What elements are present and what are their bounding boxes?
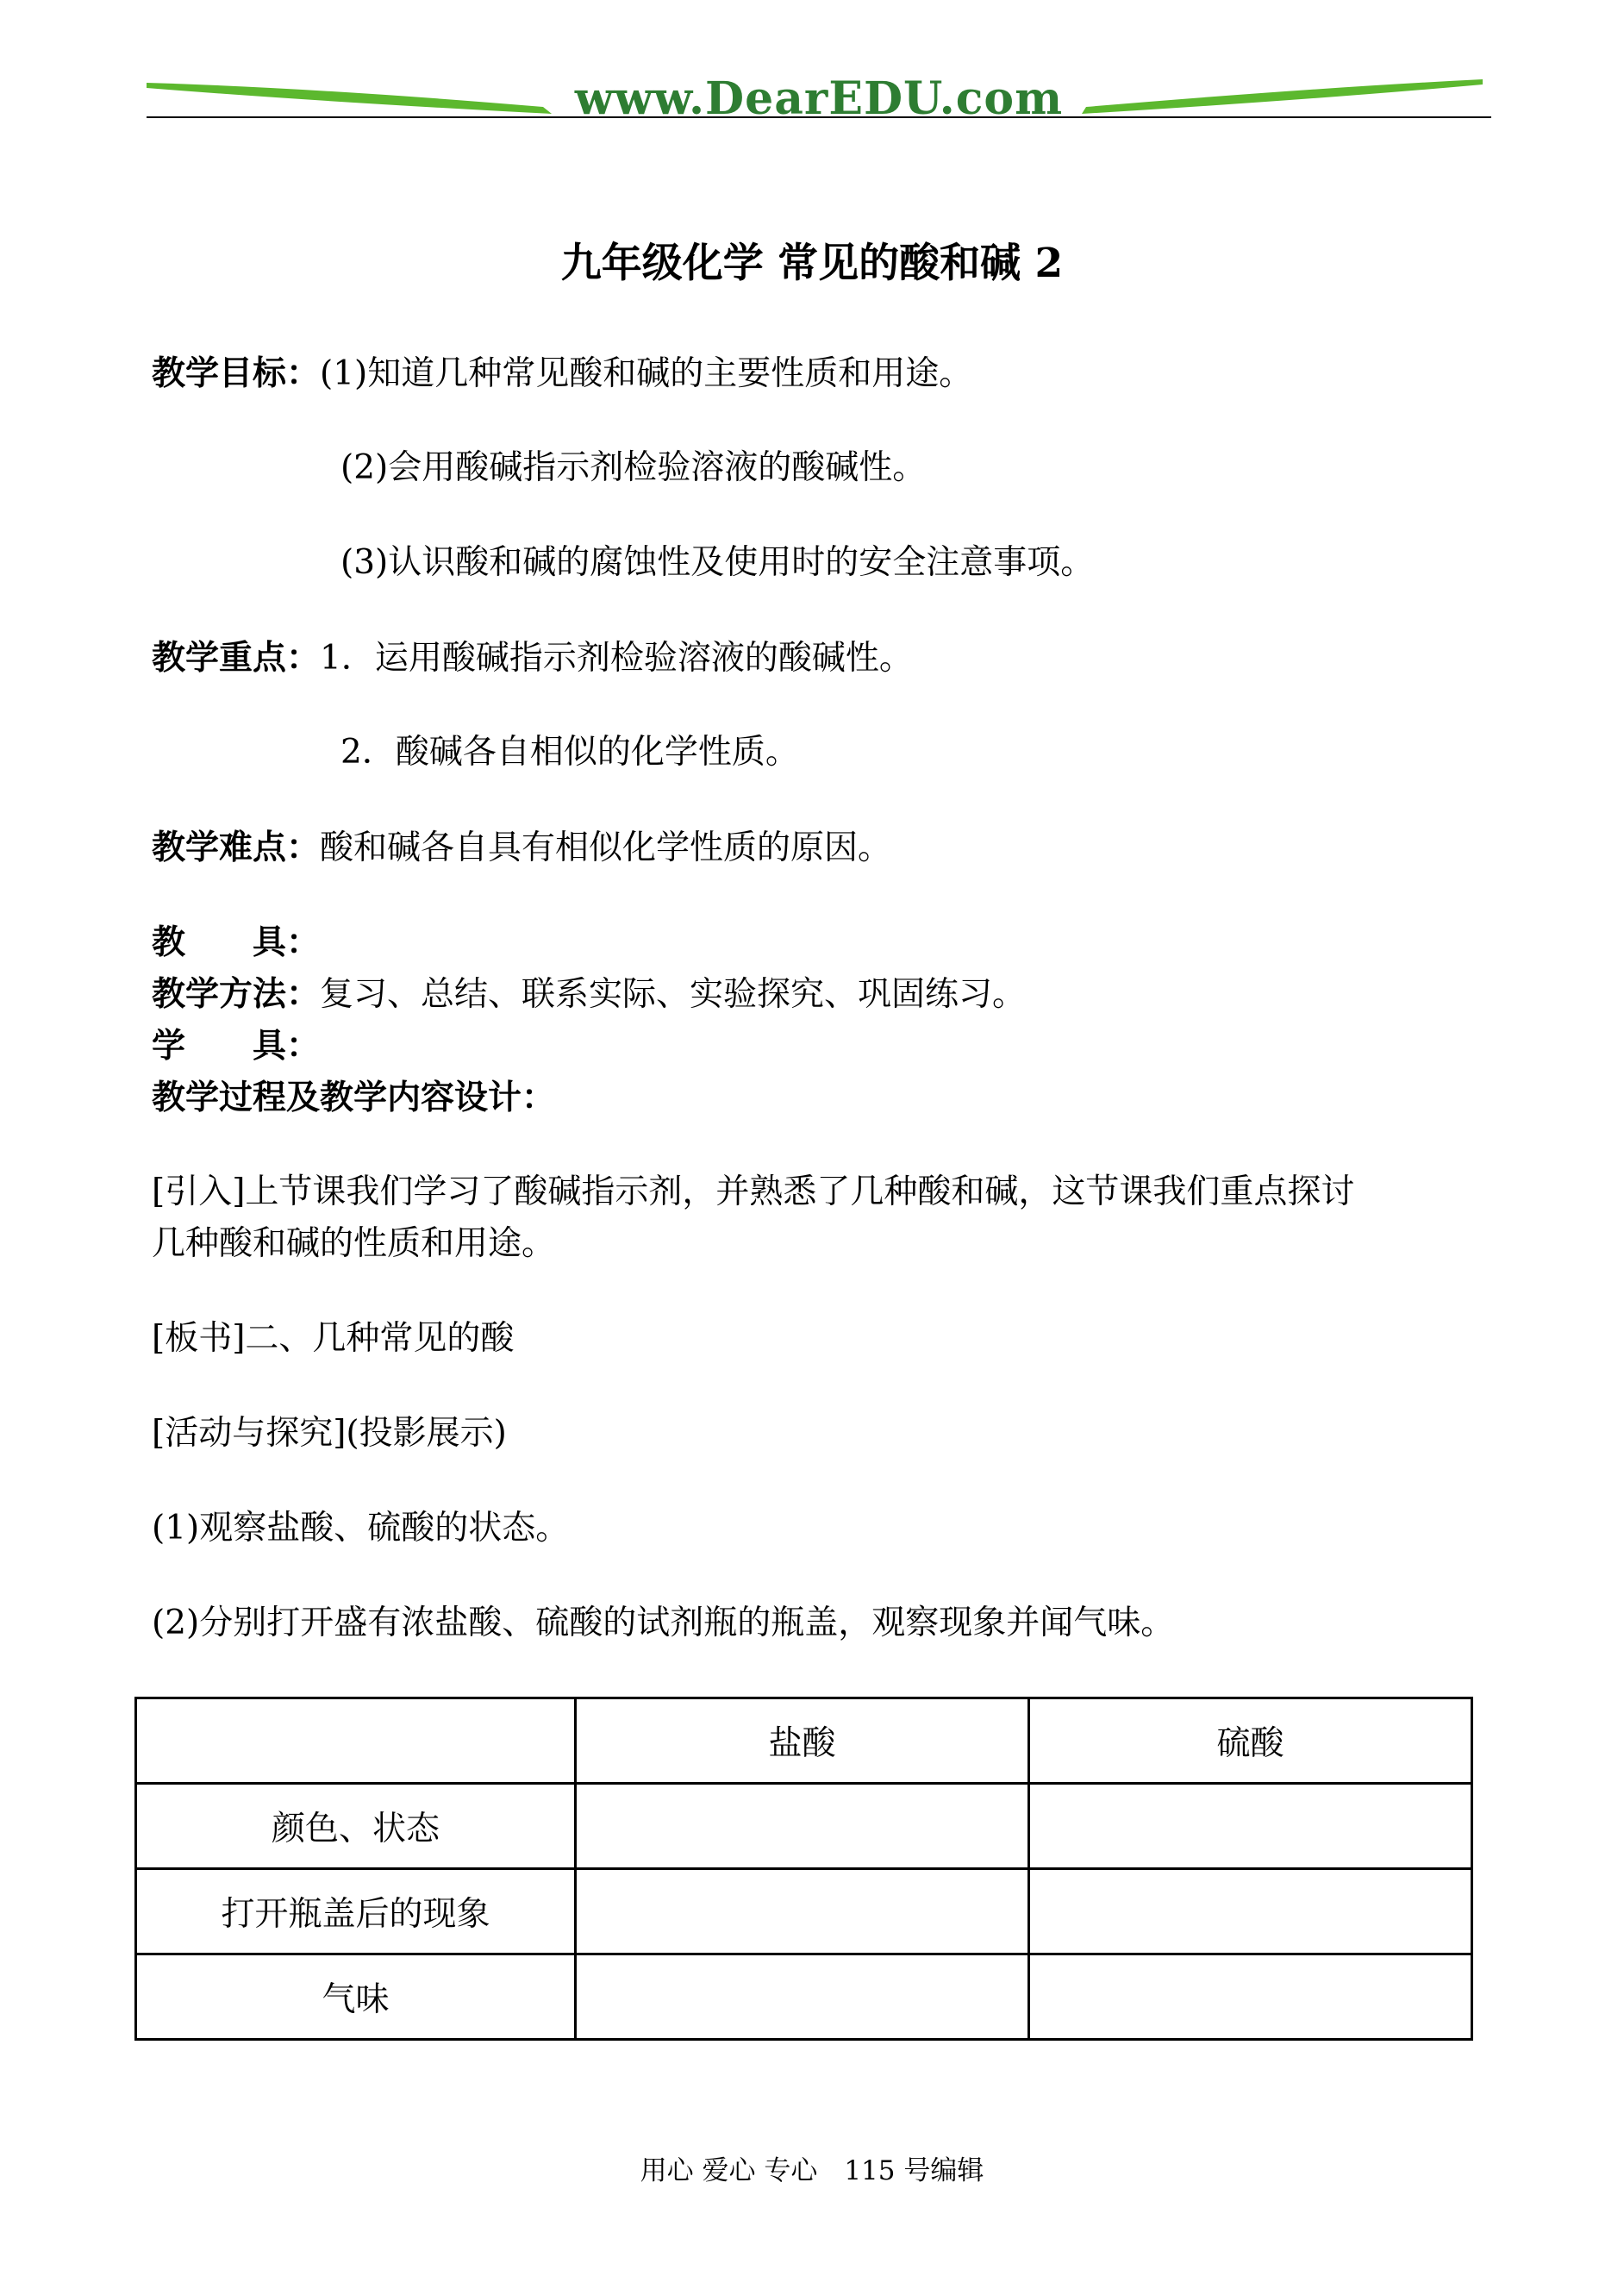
table-row-label: 气味	[136, 1954, 576, 2040]
difficulty-label: 教学难点：	[152, 828, 321, 867]
process-line	[152, 1078, 555, 1119]
tools-label: 教 具：	[152, 922, 321, 962]
table-cell	[576, 1784, 1029, 1869]
board-line: [板书]二、几种常见的酸	[152, 1319, 515, 1358]
objective-item: (1)知道几种常见酸和碱的主要性质和用途。	[320, 354, 973, 393]
objectives-line-1	[152, 353, 972, 395]
table-row-label: 打开瓶盖后的现象	[136, 1869, 576, 1954]
objectives-label: 教学目标：	[152, 353, 321, 393]
method-label: 教学方法：	[152, 974, 321, 1014]
table-row	[136, 1954, 1472, 2040]
key-points-label: 教学重点：	[152, 638, 321, 678]
tools-line	[152, 922, 320, 964]
intro-line-1: [引入]上节课我们学习了酸碱指示剂，并熟悉了几种酸和碱，这节课我们重点探讨	[152, 1173, 1355, 1211]
table-header-row	[136, 1698, 1472, 1784]
header-banner	[147, 69, 1491, 129]
difficulty-line	[152, 828, 891, 869]
objective-item: (2)会用酸碱指示剂检验溶液的酸碱性。	[340, 448, 927, 487]
table-cell	[1029, 1869, 1472, 1954]
key-point-item: 1．运用酸碱指示剂检验溶液的酸碱性。	[320, 639, 913, 678]
table-cell	[576, 1869, 1029, 1954]
table-row	[136, 1784, 1472, 1869]
activity-line: [活动与探究](投影展示)	[152, 1414, 507, 1453]
page-title: 九年级化学 常见的酸和碱 2	[560, 240, 1064, 287]
table-row-label: 颜色、状态	[136, 1784, 576, 1869]
table-header-cell: 盐酸	[576, 1698, 1029, 1784]
step-1-line: (1)观察盐酸、硫酸的状态。	[152, 1509, 570, 1548]
student-tools-label: 学 具：	[152, 1026, 321, 1066]
student-tools-line	[152, 1026, 320, 1067]
table-row	[136, 1869, 1472, 1954]
table-cell	[576, 1954, 1029, 2040]
intro-line-2: 几种酸和碱的性质和用途。	[152, 1224, 556, 1263]
method-text: 复习、总结、联系实际、实验探究、巩固练习。	[320, 975, 1027, 1014]
step-2-line: (2)分别打开盛有浓盐酸、硫酸的试剂瓶的瓶盖，观察现象并闻气味。	[152, 1604, 1175, 1642]
difficulty-text: 酸和碱各自具有相似化学性质的原因。	[320, 829, 892, 867]
page-footer: 用心 爱心 专心 115 号编辑	[640, 2155, 984, 2186]
method-line	[152, 974, 1026, 1016]
objective-item: (3)认识酸和碱的腐蚀性及使用时的安全注意事项。	[340, 543, 1095, 582]
table-cell	[1029, 1954, 1472, 2040]
table-cell	[1029, 1784, 1472, 1869]
key-points-line-1	[152, 638, 913, 679]
observation-table	[134, 1697, 1473, 2041]
table-header-cell: 硫酸	[1029, 1698, 1472, 1784]
key-point-item: 2．酸碱各自相似的化学性质。	[340, 733, 799, 772]
table-header-cell	[136, 1698, 576, 1784]
process-label: 教学过程及教学内容设计：	[152, 1078, 556, 1117]
site-logo-text: www.DearEDU.com	[574, 72, 1064, 125]
